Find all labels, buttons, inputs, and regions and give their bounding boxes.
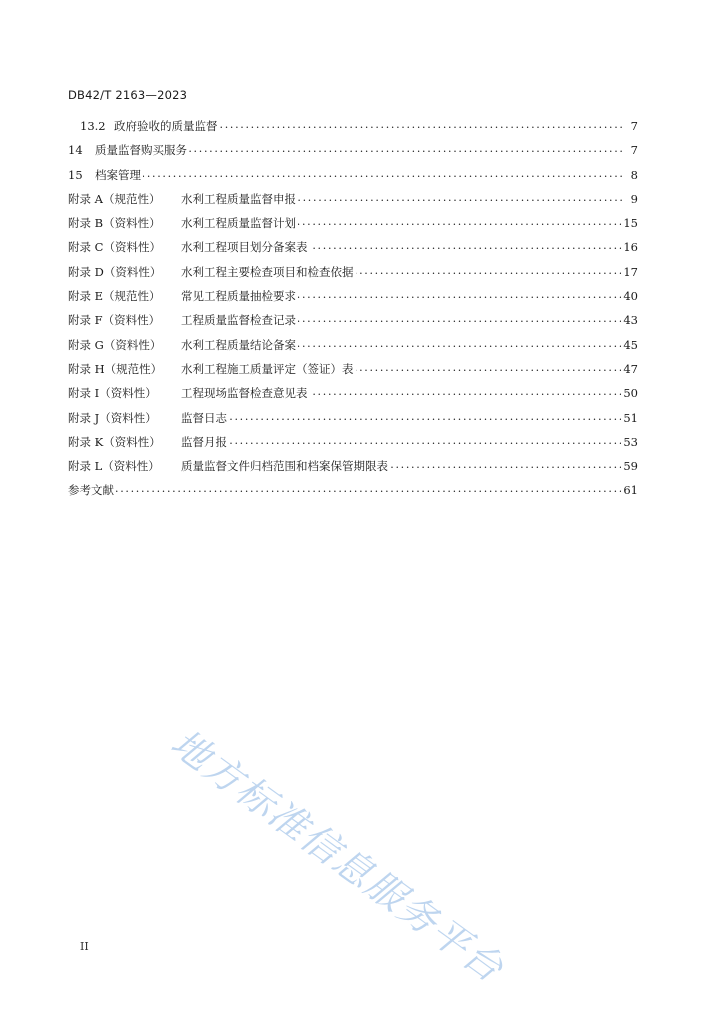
toc-leader-dots xyxy=(298,191,622,203)
toc-entry-title: 档案管理 xyxy=(95,167,141,182)
toc-entry-number: 13.2 xyxy=(80,119,106,133)
toc-entry[interactable] xyxy=(68,191,638,215)
document-id: DB42/T 2163—2023 xyxy=(68,88,188,102)
toc-leader-dots xyxy=(356,361,622,373)
toc-entry[interactable] xyxy=(68,312,638,336)
toc-entry-title: 水利工程质量监督申报 xyxy=(181,191,296,206)
toc-entry-title: 监督日志 xyxy=(181,410,227,425)
toc-leader-dots xyxy=(356,264,622,276)
toc-entry[interactable] xyxy=(68,142,638,166)
toc-entry[interactable] xyxy=(68,434,638,458)
toc-leader-dots xyxy=(229,434,621,446)
toc-entry-page: 8 xyxy=(630,167,638,182)
watermark-text: 地方标准信息服务平台 xyxy=(163,720,513,992)
toc-entry-number: 附录 A（规范性） xyxy=(68,191,161,206)
toc-entry-title: 水利工程质量结论备案 xyxy=(181,337,296,352)
toc-entry-number: 14 xyxy=(68,143,83,158)
toc-entry-page: 51 xyxy=(623,410,638,425)
toc-entry-title: 工程现场监督检查意见表 xyxy=(181,386,308,401)
toc-entry-page: 53 xyxy=(623,434,638,449)
toc-entry-page: 45 xyxy=(623,337,638,352)
toc-entry[interactable] xyxy=(68,215,638,239)
toc-entry-page: 7 xyxy=(630,143,638,158)
toc-entry-page: 7 xyxy=(630,119,638,133)
toc-entry-page: 59 xyxy=(623,459,638,474)
page-number: II xyxy=(80,940,89,953)
toc-entry-number: 附录 F（资料性） xyxy=(68,313,161,328)
table-of-contents xyxy=(68,118,638,507)
toc-entry[interactable] xyxy=(68,482,638,506)
toc-leader-dots xyxy=(189,142,622,154)
toc-entry-title: 政府验收的质量监督 xyxy=(114,119,218,133)
toc-entry-page: 17 xyxy=(623,264,638,279)
toc-entry-title: 水利工程质量监督计划 xyxy=(181,216,296,231)
toc-leader-dots xyxy=(116,482,621,494)
toc-entry-page: 16 xyxy=(623,240,638,255)
toc-entry[interactable] xyxy=(68,337,638,361)
toc-entry-number: 附录 C（资料性） xyxy=(68,240,161,255)
toc-entry-number: 15 xyxy=(68,167,83,182)
toc-entry-number: 附录 J（资料性） xyxy=(68,410,157,425)
toc-entry[interactable] xyxy=(68,458,638,482)
toc-leader-dots xyxy=(298,215,621,227)
toc-entry[interactable] xyxy=(68,361,638,385)
toc-entry-number: 附录 E（规范性） xyxy=(68,289,161,304)
toc-entry-page: 47 xyxy=(623,361,638,376)
toc-leader-dots xyxy=(220,118,623,130)
toc-entry[interactable] xyxy=(68,167,638,191)
toc-entry[interactable] xyxy=(68,264,638,288)
toc-entry[interactable] xyxy=(68,410,638,434)
toc-entry[interactable] xyxy=(68,385,638,409)
toc-entry-number: 附录 L（资料性） xyxy=(68,459,160,474)
toc-leader-dots xyxy=(229,410,621,422)
toc-entry-title: 水利工程主要检查项目和检查依据 xyxy=(181,264,354,279)
toc-leader-dots xyxy=(310,239,622,251)
toc-entry-title: 质量监督购买服务 xyxy=(95,143,187,158)
toc-entry[interactable] xyxy=(68,288,638,312)
toc-entry[interactable] xyxy=(68,239,638,263)
toc-leader-dots xyxy=(143,167,622,179)
toc-entry-number: 附录 G（资料性） xyxy=(68,337,162,352)
toc-entry-page: 15 xyxy=(623,216,638,231)
toc-entry-title: 参考文献 xyxy=(68,483,114,498)
toc-entry-page: 9 xyxy=(630,191,638,206)
toc-entry-number: 附录 H（规范性） xyxy=(68,361,163,376)
toc-leader-dots xyxy=(298,288,621,300)
toc-leader-dots xyxy=(298,337,621,349)
toc-entry-page: 40 xyxy=(623,289,638,304)
toc-entry-title: 监督月报 xyxy=(181,434,227,449)
toc-leader-dots xyxy=(298,312,621,324)
toc-leader-dots xyxy=(390,458,621,470)
toc-entry-title: 常见工程质量抽检要求 xyxy=(181,289,296,304)
toc-entry[interactable] xyxy=(68,118,638,142)
toc-entry-number: 附录 D（资料性） xyxy=(68,264,162,279)
toc-entry-number: 附录 I（资料性） xyxy=(68,386,157,401)
toc-entry-title: 水利工程施工质量评定（签证）表 xyxy=(181,361,354,376)
toc-entry-title: 水利工程项目划分备案表 xyxy=(181,240,308,255)
toc-entry-page: 43 xyxy=(623,313,638,328)
toc-entry-number: 附录 K（资料性） xyxy=(68,434,161,449)
toc-entry-title: 质量监督文件归档范围和档案保管期限表 xyxy=(181,459,388,474)
toc-entry-page: 50 xyxy=(623,386,638,401)
toc-leader-dots xyxy=(310,385,622,397)
toc-entry-page: 61 xyxy=(623,483,638,498)
toc-entry-title: 工程质量监督检查记录 xyxy=(181,313,296,328)
toc-entry-number: 附录 B（资料性） xyxy=(68,216,161,231)
